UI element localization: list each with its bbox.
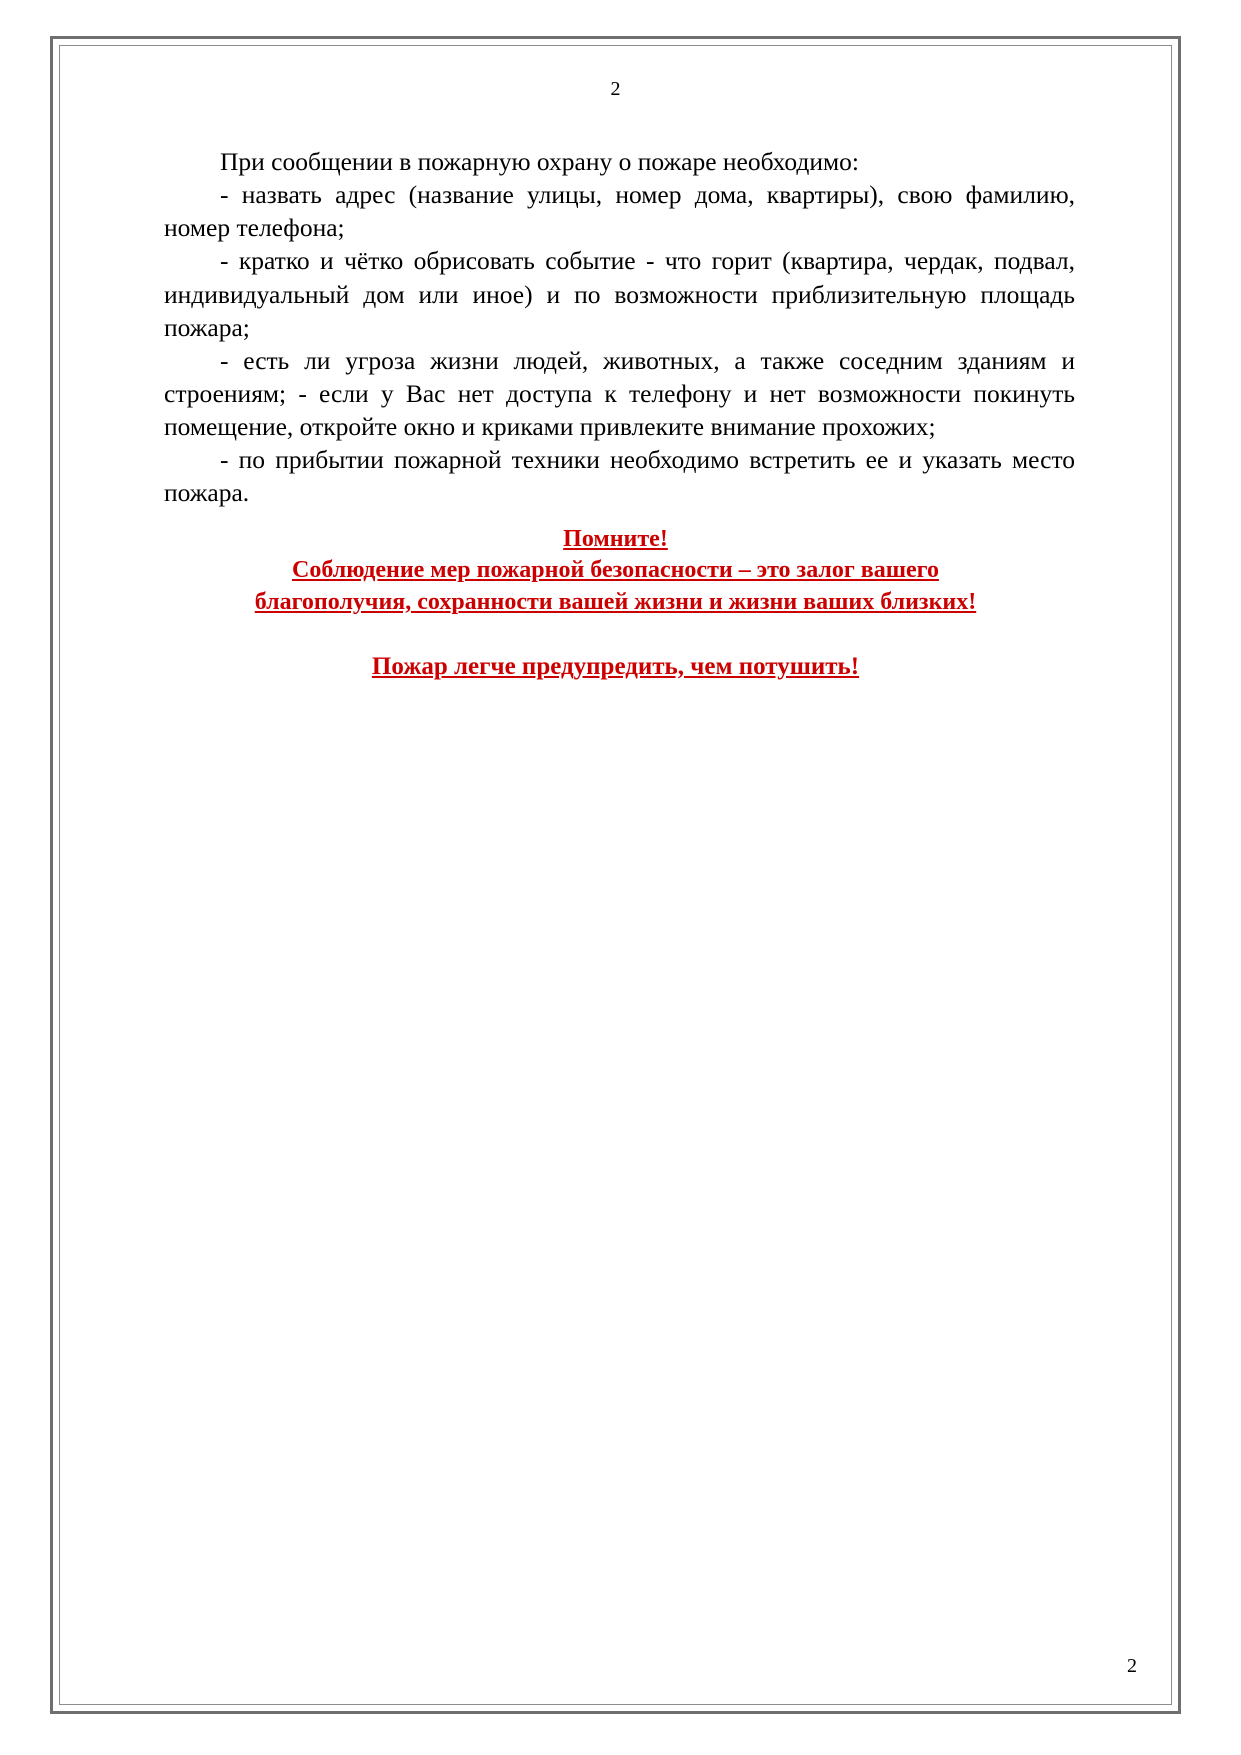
paragraph-address: - назвать адрес (название улицы, номер дома, квартиры), свою фамилию, номер телефона; [164, 180, 1075, 243]
body-text-block [164, 101, 1075, 510]
notice-spacer [142, 619, 1089, 653]
paragraph-threat-to-life: - есть ли угроза жизни людей, животных, а также соседним зданиям и строениям; - если у Вас нет доступа к телефону и нет возможности покинуть помещение, откройте окно и криками привлеките внимание прохожих; [164, 345, 1075, 442]
notice-title: Помните! [563, 525, 668, 552]
notice-block [142, 524, 1089, 681]
paragraph-intro: При сообщении в пожарную охрану о пожаре необходимо: [220, 147, 860, 176]
notice-final-line: Пожар легче предупредить, чем потушить! [371, 652, 860, 680]
page-border-inner [59, 45, 1172, 1705]
notice-line-1: Соблюдение мер пожарной безопасности – это залог вашего [292, 557, 939, 584]
page-number-top: 2 [610, 78, 621, 100]
paragraph-meet-firefighters: - по прибытии пожарной техники необходимо встретить ее и указать место пожара. [164, 445, 1075, 508]
page-number-bottom: 2 [1127, 1655, 1137, 1677]
notice-line-2: благополучия, сохранности вашей жизни и жизни ваших близких! [254, 588, 977, 615]
paragraph-describe-event: - кратко и чётко обрисовать событие - что горит (квартира, чердак, подвал, индивидуальный дом или иное) и по возможности приблизительную площадь пожара; [164, 246, 1075, 342]
page-border-outer [50, 36, 1181, 1714]
page-content [72, 54, 1159, 1696]
